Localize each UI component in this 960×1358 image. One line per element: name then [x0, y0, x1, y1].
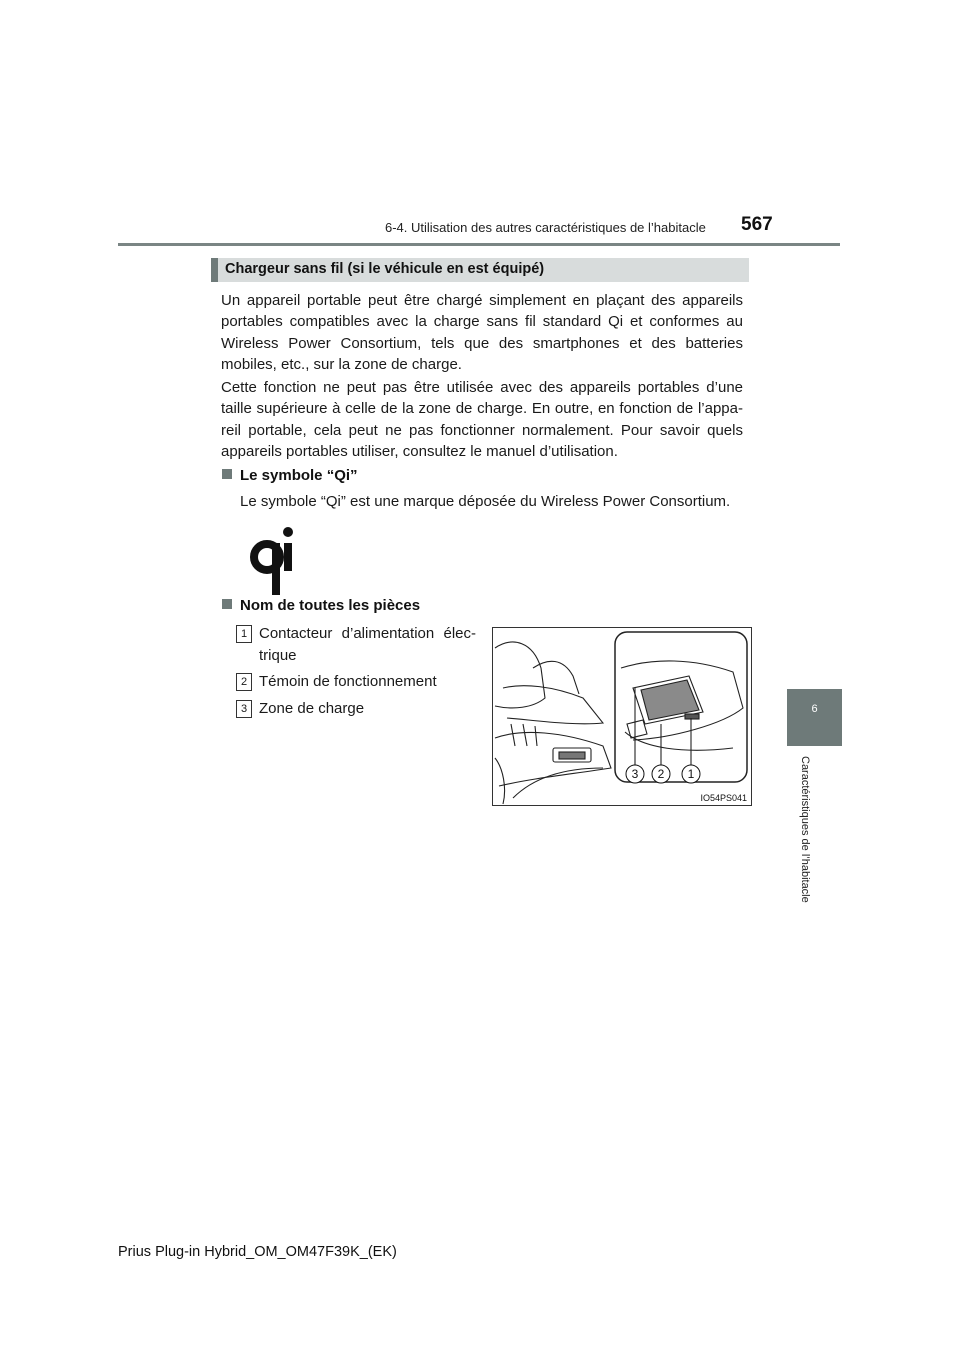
part-number-badge: 3	[236, 700, 252, 718]
part-label: Zone de charge	[259, 699, 365, 717]
section-heading-bar	[211, 258, 749, 282]
qi-symbol-heading	[222, 467, 358, 484]
part-label: Témoin de fonctionnement	[259, 673, 437, 690]
limitations-paragraph: Cette fonction ne peut pas être utilisée avec des appareils portables d’une taille supérieure à celle de la zone de charge. En outre, en fonction de l’appa-reil portable, cela peut ne pas fonctionner normalement. Pour savoir quels appareils portables utiliser, consultez le manuel d’utilisation.	[221, 379, 743, 460]
callout-2: 2	[657, 767, 665, 781]
header-section-title: 6-4. Utilisation des autres caractéristiques de l’habitacle	[385, 220, 706, 235]
bullet-square-icon	[222, 469, 232, 479]
intro-paragraph: Un appareil portable peut être chargé simplement en plaçant des appareils portables compatibles avec la charge sans fil standard Qi et conformes au Wireless Power Consortium, tels que des smartphones et des batteries mobiles, etc., sur la zone de charge.	[221, 292, 743, 373]
chapter-tab	[787, 689, 842, 746]
section-heading-accent	[211, 258, 218, 282]
parts-heading	[222, 597, 420, 614]
chapter-tab-label: Caractéristiques de l’habitacle	[799, 756, 811, 903]
part-item-1	[236, 623, 476, 666]
header-divider	[118, 243, 840, 246]
charger-illustration	[492, 627, 752, 806]
qi-logo-icon	[250, 525, 296, 602]
parts-heading-text: Nom de toutes les pièces	[240, 597, 421, 614]
figure-code: IO54PS041	[700, 793, 747, 803]
part-item-2	[236, 671, 476, 693]
bullet-square-icon	[222, 599, 232, 609]
console-drawing	[493, 628, 751, 805]
callout-3: 3	[631, 767, 639, 781]
qi-symbol-text: Le symbole “Qi” est une marque déposée du Wireless Power Consortium.	[240, 493, 731, 510]
callout-1: 1	[687, 767, 695, 781]
parts-list	[236, 623, 476, 719]
page-number: 567	[741, 214, 773, 235]
qi-symbol-heading-text: Le symbole “Qi”	[240, 467, 358, 484]
footer-document-id: Prius Plug-in Hybrid_OM_OM47F39K_(EK)	[118, 1244, 397, 1260]
chapter-tab-number: 6	[811, 703, 818, 715]
part-item-3	[236, 698, 476, 720]
part-label: Contacteur d’alimentation élec-trique	[259, 625, 476, 664]
section-heading-title: Chargeur sans fil (si le véhicule en est équipé)	[225, 261, 545, 277]
part-number-badge: 2	[236, 673, 252, 691]
part-number-badge: 1	[236, 625, 252, 643]
